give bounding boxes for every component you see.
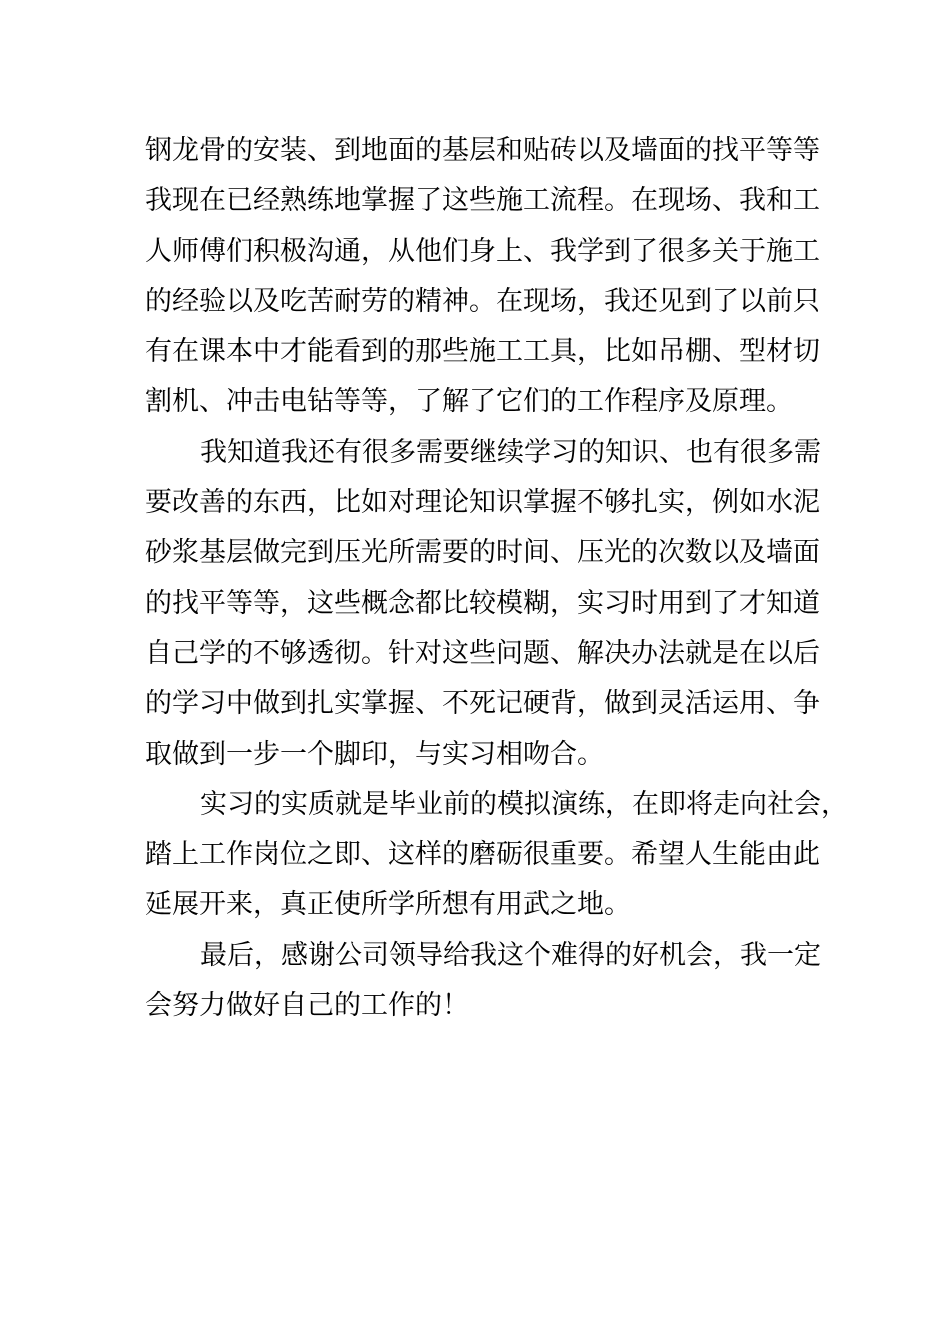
paragraph-2 xyxy=(145,428,825,780)
text-line-indented: 最后，感谢公司领导给我这个难得的好机会，我一定 xyxy=(200,939,821,971)
text-line: 的学习中做到扎实掌握、不死记硬背，做到灵活运用、争 xyxy=(145,688,820,720)
text-line: 踏上工作岗位之即、这样的磨砺很重要。希望人生能由此 xyxy=(145,839,820,871)
text-line: 会努力做好自己的工作的！ xyxy=(145,990,469,1022)
text-line: 人师傅们积极沟通，从他们身上、我学到了很多关于施工 xyxy=(145,235,820,267)
paragraph-1 xyxy=(145,126,825,428)
document-body xyxy=(145,126,848,1031)
text-line: 我现在已经熟练地掌握了这些施工流程。在现场、我和工 xyxy=(145,185,820,217)
text-line-indented: 实习的实质就是毕业前的模拟演练，在即将走向社会， xyxy=(200,788,848,820)
text-line: 钢龙骨的安装、到地面的基层和贴砖以及墙面的找平等等 xyxy=(145,135,820,166)
text-line: 延展开来，真正使所学所想有用武之地。 xyxy=(145,889,631,921)
text-line: 割机、冲击电钻等等，了解了它们的工作程序及原理。 xyxy=(145,386,793,418)
paragraph-4 xyxy=(145,931,825,1032)
text-line: 取做到一步一个脚印，与实习相吻合。 xyxy=(145,738,604,770)
text-line: 砂浆基层做完到压光所需要的时间、压光的次数以及墙面 xyxy=(145,537,820,569)
text-line: 自己学的不够透彻。针对这些问题、解决办法就是在以后 xyxy=(145,637,820,669)
text-line: 的找平等等，这些概念都比较模糊，实习时用到了才知道 xyxy=(145,587,820,619)
text-line: 有在课本中才能看到的那些施工工具，比如吊棚、型材切 xyxy=(145,336,820,368)
paragraph-3 xyxy=(145,780,848,931)
text-line: 要改善的东西，比如对理论知识掌握不够扎实，例如水泥 xyxy=(145,487,820,519)
text-line-indented: 我知道我还有很多需要继续学习的知识、也有很多需 xyxy=(200,436,821,468)
text-line: 的经验以及吃苦耐劳的精神。在现场，我还见到了以前只 xyxy=(145,285,820,317)
